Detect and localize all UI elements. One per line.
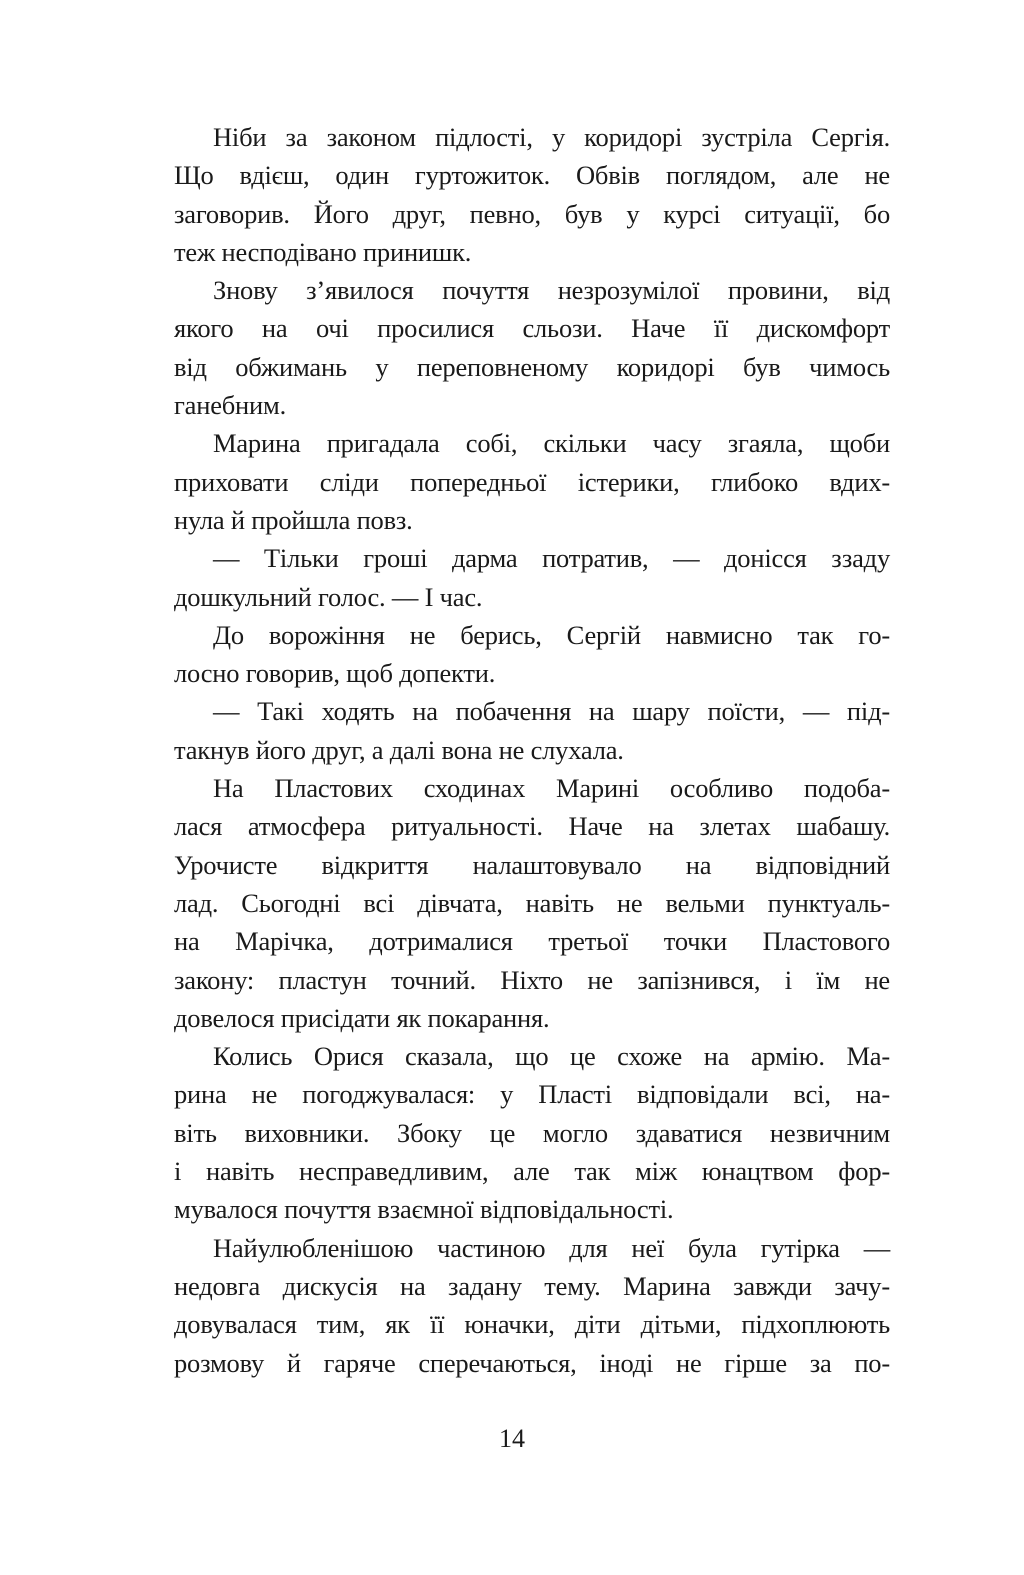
dialogue-line: дошкульний голос. — І час. [174,581,483,612]
text-line: Найулюбленішою частиною для неї була гутірка — [213,1232,890,1263]
page-number: 14 [499,1424,525,1453]
text-line: нула й пройшла повз. [174,504,413,535]
text-line: недовга дискусія на задану тему. Марина завжди зачу- [174,1270,890,1301]
text-line: на Марічка, дотрималися третьої точки Пластового [174,926,890,957]
text-line: довувалася тим, як її юначки, діти дітьми, підхоплюють [174,1309,890,1340]
text-line: від обжимань у переповненому коридорі був чимось [174,351,890,382]
text-line: закону: пластун точний. Ніхто не запізнився, і їм не [174,964,890,995]
text-line: На Пластових сходинах Марині особливо подоба- [213,773,890,804]
text-line: мувалося почуття взаємної відповідальності. [174,1194,674,1225]
text-line: Марина пригадала собі, скільки часу згаяла, щоби [213,428,890,459]
dialogue-line: такнув його друг, а далі вона не слухала. [174,734,624,765]
text-line: теж несподівано принишк. [174,236,472,267]
text-line: Урочисте відкриття налаштовувало на відповідний [174,849,890,880]
body-text [174,118,890,1382]
text-line: лосно говорив, щоб допекти. [174,658,496,689]
text-line: Що вдієш, один гуртожиток. Обвів поглядом, але не [174,160,890,191]
text-line: і навіть несправедливим, але так між юнацтвом фор- [174,1156,890,1187]
text-line: До ворожіння не берись, Сергій навмисно так го- [213,619,890,650]
text-line: Знову з’явилося почуття незрозумілої провини, від [213,275,890,306]
text-line: ганебним. [174,390,287,421]
text-line: заговорив. Його друг, певно, був у курсі ситуації, бо [174,198,890,229]
dialogue-line: — Тільки гроші дарма потратив, — донісся ззаду [213,543,890,574]
text-line: Колись Орися сказала, що це схоже на армію. Ма- [213,1041,890,1072]
text-line: лася атмосфера ритуальності. Наче на злетах шабашу. [174,811,890,842]
text-line: віть виховники. Збоку це могло здаватися незвичним [174,1117,890,1148]
text-line: Ніби за законом підлості, у коридорі зустріла Сергія. [213,122,890,152]
text-line: якого на очі просилися сльози. Наче її дискомфорт [174,313,890,344]
dialogue-line: — Такі ходять на побачення на шару поїсти, — під- [213,696,890,727]
text-line: довелося присідати як покарання. [174,1002,550,1033]
text-line: рина не погоджувалася: у Пласті відповідали всі, на- [174,1079,890,1110]
text-line: лад. Сьогодні всі дівчата, навіть не вельми пунктуаль- [174,887,890,918]
text-line: приховати сліди попередньої істерики, глибоко вдих- [174,466,890,497]
text-line: розмову й гаряче сперечаються, іноді не гірше за по- [174,1347,890,1378]
